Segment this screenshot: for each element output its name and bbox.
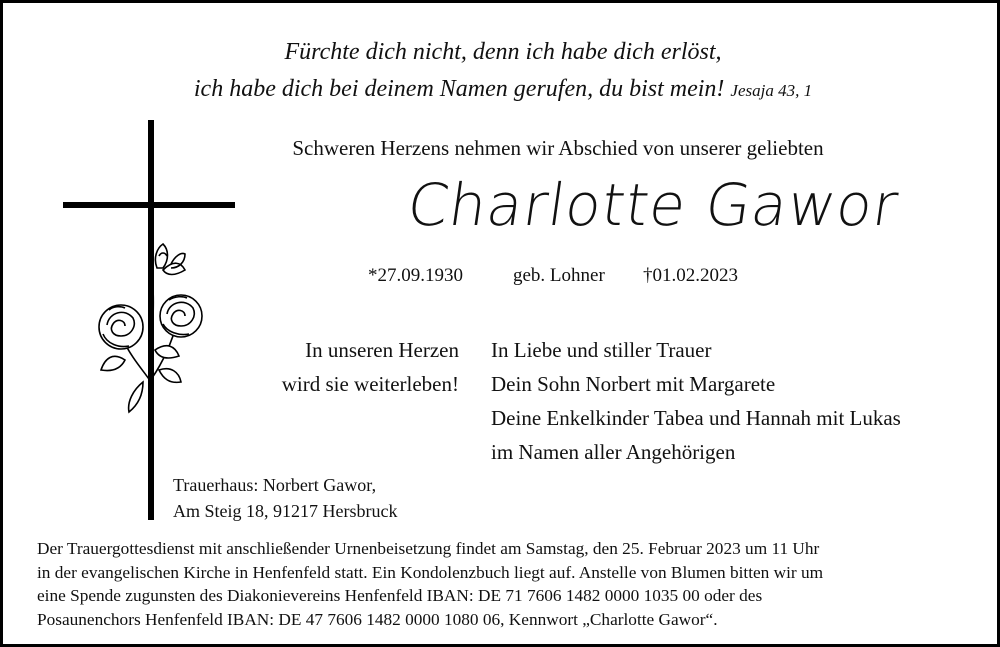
service-info — [37, 537, 823, 631]
memorial-line: wird sie weiterleben! — [281, 372, 459, 396]
memorial-line: In unseren Herzen — [305, 338, 459, 362]
mourning-house-line: Am Steig 18, 91217 Hersbruck — [173, 501, 398, 521]
mourning-house — [173, 472, 397, 524]
service-line: eine Spende zugunsten des Diakonievereins Henfenfeld IBAN: DE 71 7606 1482 0000 1035 00 oder des — [37, 586, 763, 605]
birth-date: *27.09.1930 — [368, 265, 463, 286]
mourning-house-line: Trauerhaus: Norbert Gawor, — [173, 475, 377, 495]
verse-text: ich habe dich bei deinem Namen gerufen, du bist mein! — [193, 76, 725, 102]
verse-line-1: Fürchte dich nicht, denn ich habe dich erlöst, — [284, 39, 722, 65]
deceased-name: Charlotte Gawor — [403, 171, 903, 239]
verse-line-2 — [3, 76, 1000, 103]
mourner-line: In Liebe und stiller Trauer — [491, 338, 712, 362]
death-date: †01.02.2023 — [643, 265, 738, 286]
intro-text: Schweren Herzens nehmen wir Abschied von unserer geliebten — [292, 136, 824, 160]
mourner-line: Deine Enkelkinder Tabea und Hannah mit Lukas — [491, 406, 901, 430]
mourners-list — [491, 333, 901, 469]
maiden-name: geb. Lohner — [513, 265, 605, 286]
service-line: Der Trauergottesdienst mit anschließender Urnenbeisetzung findet am Samstag, den 25. Februar 2023 um 11 Uhr — [37, 539, 820, 558]
service-line: Posaunenchors Henfenfeld IBAN: DE 47 7606 1482 0000 1080 06, Kennwort „Charlotte Gawor“. — [37, 609, 718, 629]
mourner-line: im Namen aller Angehörigen — [491, 440, 736, 464]
memorial-phrase — [282, 333, 459, 401]
mourner-line: Dein Sohn Norbert mit Margarete — [491, 372, 776, 396]
verse-reference: Jesaja 43, 1 — [730, 81, 813, 100]
service-line: in der evangelischen Kirche in Henfenfeld statt. Ein Kondolenzbuch liegt auf. Anstelle von Blumen bitten wir um — [37, 562, 824, 582]
